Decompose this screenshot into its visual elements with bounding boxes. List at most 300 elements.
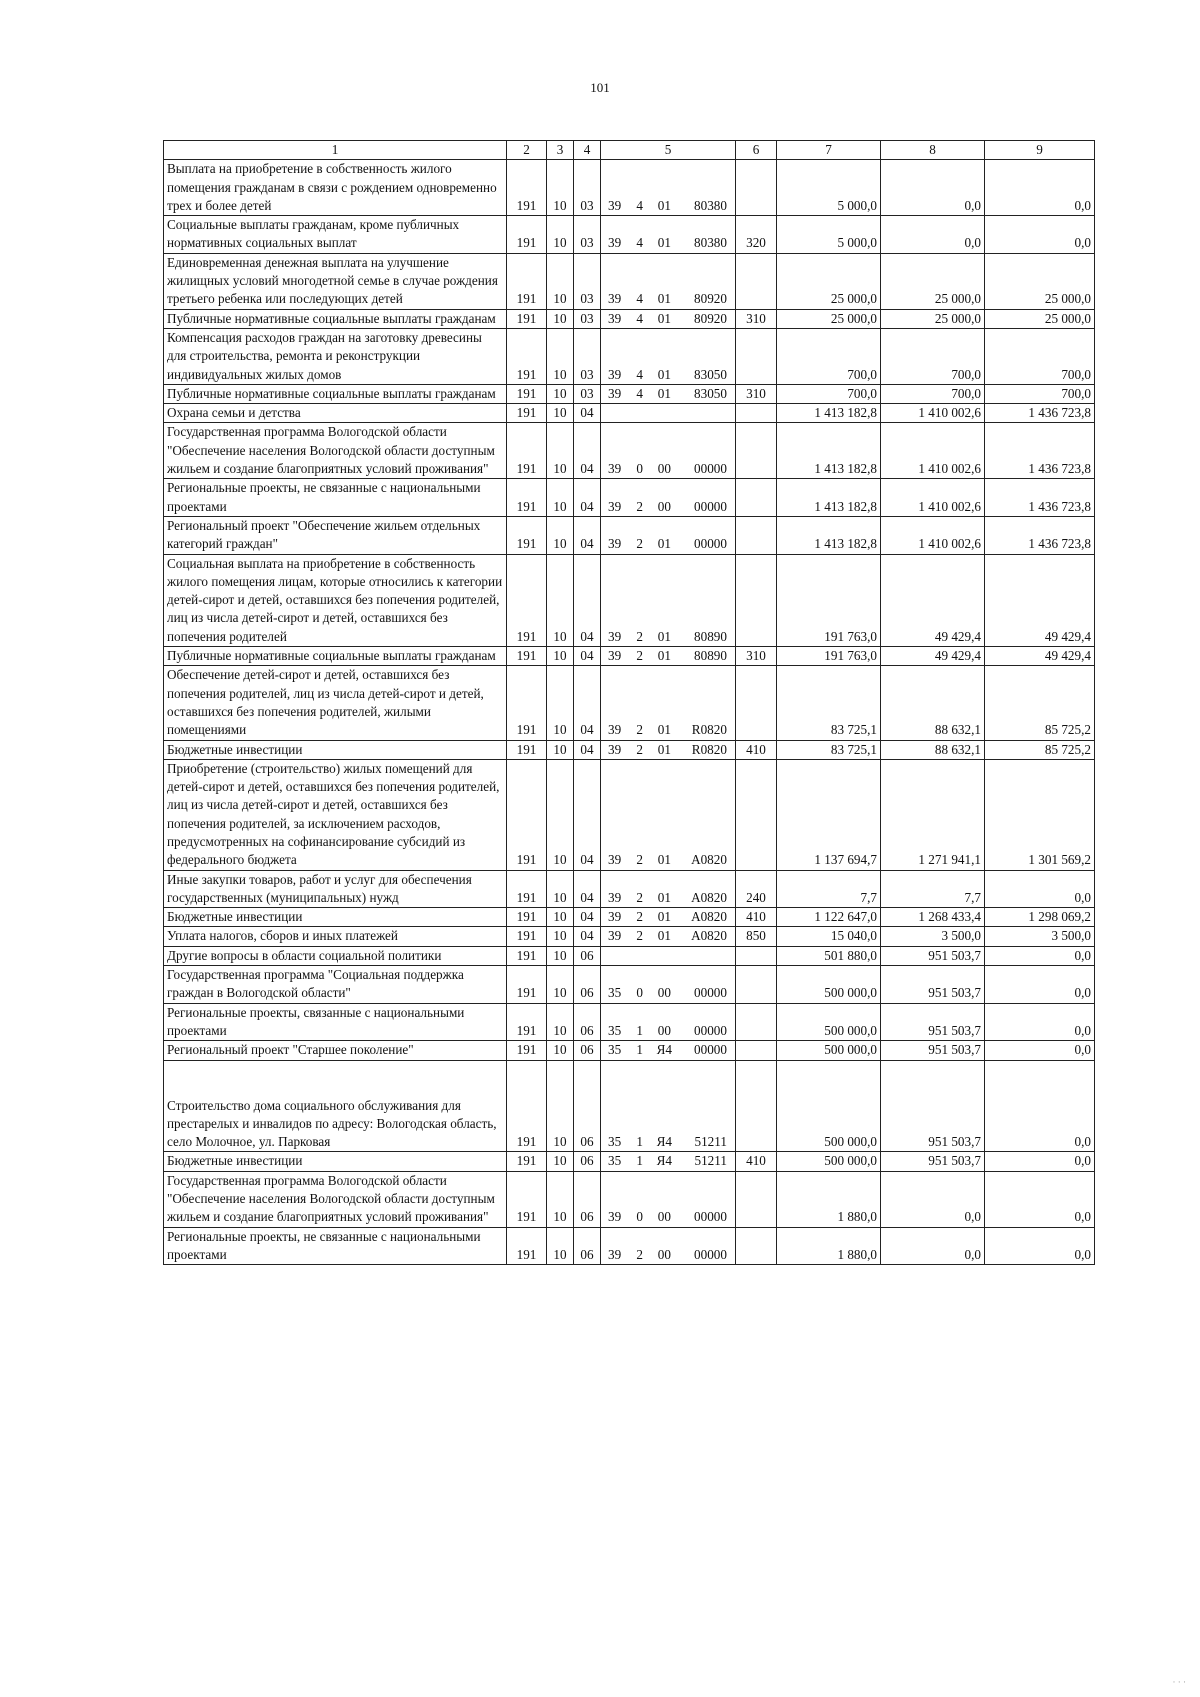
budget-table xyxy=(163,140,1095,1265)
col-expense-type xyxy=(736,946,777,965)
col-subsection-code: 04 xyxy=(574,740,601,759)
table-row xyxy=(164,647,1095,666)
table-row xyxy=(164,328,1095,384)
col-subsection-code: 03 xyxy=(574,160,601,216)
target-article-part: 39 xyxy=(608,310,622,326)
row-name: Охрана семьи и детства xyxy=(164,404,507,423)
col-target-article xyxy=(601,479,736,517)
target-article-part: 39 xyxy=(608,889,622,905)
col-ministry-code: 191 xyxy=(507,1227,547,1265)
col-amount-year-1: 501 880,0 xyxy=(777,946,881,965)
col-amount-year-3: 0,0 xyxy=(985,1171,1095,1227)
target-article-part: 01 xyxy=(657,741,671,757)
col-target-article xyxy=(601,946,736,965)
row-name: Компенсация расходов граждан на заготовку древесины для строительства, ремонта и реконструкции индивидуальных жилых домов xyxy=(164,328,507,384)
target-article-part: 2 xyxy=(636,628,643,644)
target-article-part: 00 xyxy=(657,461,671,477)
target-article-part: 01 xyxy=(657,536,671,552)
target-article-part: 39 xyxy=(608,291,622,307)
target-article-part: 01 xyxy=(657,235,671,251)
col-subsection-code: 04 xyxy=(574,666,601,740)
target-article-part: 80890 xyxy=(694,628,727,644)
target-article-part: 39 xyxy=(608,235,622,251)
table-row xyxy=(164,870,1095,908)
col-section-code: 10 xyxy=(547,870,574,908)
col-subsection-code: 06 xyxy=(574,1041,601,1060)
col-expense-type xyxy=(736,1227,777,1265)
col-section-code: 10 xyxy=(547,666,574,740)
table-row xyxy=(164,1171,1095,1227)
col-amount-year-2: 49 429,4 xyxy=(881,554,985,646)
col-amount-year-2: 88 632,1 xyxy=(881,666,985,740)
col-amount-year-3: 700,0 xyxy=(985,384,1095,403)
row-name: Уплата налогов, сборов и иных платежей xyxy=(164,927,507,946)
table-row xyxy=(164,384,1095,403)
row-name: Региональный проект "Обеспечение жильем отдельных категорий граждан" xyxy=(164,516,507,554)
col-expense-type xyxy=(736,759,777,870)
col-amount-year-2: 700,0 xyxy=(881,328,985,384)
target-article-part: 1 xyxy=(636,1022,643,1038)
col-amount-year-2: 951 503,7 xyxy=(881,1041,985,1060)
col-ministry-code: 191 xyxy=(507,1171,547,1227)
col-amount-year-1: 191 763,0 xyxy=(777,647,881,666)
col-amount-year-3: 0,0 xyxy=(985,966,1095,1004)
target-article-part: 2 xyxy=(636,909,643,925)
target-article-part: R0820 xyxy=(691,741,727,757)
col-target-article xyxy=(601,328,736,384)
row-name: Выплата на приобретение в собственность жилого помещения гражданам в связи с рождением одновременно трех и более детей xyxy=(164,160,507,216)
col-target-article xyxy=(601,404,736,423)
row-name: Обеспечение детей-сирот и детей, оставшихся без попечения родителей, лиц из числа детей-сирот и детей, оставшихся без попечения родителей, жилыми помещениями xyxy=(164,666,507,740)
col-amount-year-1: 500 000,0 xyxy=(777,1003,881,1041)
col-subsection-code: 06 xyxy=(574,1060,601,1152)
table-row xyxy=(164,1060,1095,1152)
target-article-part: 00000 xyxy=(694,536,727,552)
col-amount-year-3: 0,0 xyxy=(985,216,1095,254)
table-row xyxy=(164,966,1095,1004)
col-amount-year-2: 1 410 002,6 xyxy=(881,404,985,423)
target-article-part: 01 xyxy=(657,310,671,326)
table-row xyxy=(164,253,1095,309)
col-amount-year-2: 7,7 xyxy=(881,870,985,908)
page-number: 101 xyxy=(590,80,610,95)
target-article-part: 39 xyxy=(608,741,622,757)
row-name: Публичные нормативные социальные выплаты гражданам xyxy=(164,647,507,666)
col-target-article xyxy=(601,1171,736,1227)
col-target-article xyxy=(601,759,736,870)
row-name: Единовременная денежная выплата на улучшение жилищных условий многодетной семье в случае рождения третьего ребенка или последующих детей xyxy=(164,253,507,309)
target-article-part: 39 xyxy=(608,536,622,552)
target-article-part: 01 xyxy=(657,366,671,382)
col-subsection-code: 04 xyxy=(574,647,601,666)
col-amount-year-2: 951 503,7 xyxy=(881,1060,985,1152)
table-row xyxy=(164,759,1095,870)
col-subsection-code: 03 xyxy=(574,253,601,309)
target-article-part: 4 xyxy=(636,385,643,401)
col-section-code: 10 xyxy=(547,1152,574,1171)
col-subsection-code: 04 xyxy=(574,516,601,554)
target-article-part: 39 xyxy=(608,909,622,925)
col-amount-year-1: 700,0 xyxy=(777,384,881,403)
target-article-part: 83050 xyxy=(694,385,727,401)
col-amount-year-3: 85 725,2 xyxy=(985,666,1095,740)
target-article-part: 4 xyxy=(636,310,643,326)
table-row xyxy=(164,554,1095,646)
col-expense-type xyxy=(736,479,777,517)
col-target-article xyxy=(601,1003,736,1041)
col-subsection-code: 06 xyxy=(574,1003,601,1041)
target-article-part: A0820 xyxy=(691,852,727,868)
target-article-part: 01 xyxy=(657,197,671,213)
col-ministry-code: 191 xyxy=(507,1041,547,1060)
target-article-part: 01 xyxy=(657,628,671,644)
row-name: Государственная программа "Социальная поддержка граждан в Вологодской области" xyxy=(164,966,507,1004)
col-ministry-code: 191 xyxy=(507,740,547,759)
target-article-part: 35 xyxy=(608,1022,622,1038)
col-amount-year-1: 500 000,0 xyxy=(777,966,881,1004)
col-section-code: 10 xyxy=(547,946,574,965)
table-row xyxy=(164,1041,1095,1060)
col-section-code: 10 xyxy=(547,404,574,423)
col-amount-year-3: 25 000,0 xyxy=(985,309,1095,328)
col-expense-type xyxy=(736,1060,777,1152)
row-name: Региональные проекты, не связанные с национальными проектами xyxy=(164,479,507,517)
table-row xyxy=(164,423,1095,479)
target-article-part: 00 xyxy=(657,1209,671,1225)
col-amount-year-1: 83 725,1 xyxy=(777,666,881,740)
col-target-article xyxy=(601,870,736,908)
col-amount-year-1: 500 000,0 xyxy=(777,1060,881,1152)
col-amount-year-2: 49 429,4 xyxy=(881,647,985,666)
table-body xyxy=(164,160,1095,1265)
col-ministry-code: 191 xyxy=(507,253,547,309)
col-subsection-code: 04 xyxy=(574,479,601,517)
col-amount-year-3: 1 436 723,8 xyxy=(985,404,1095,423)
target-article-part: 4 xyxy=(636,366,643,382)
col-subsection-code: 04 xyxy=(574,423,601,479)
col-expense-type: 850 xyxy=(736,927,777,946)
col-ministry-code: 191 xyxy=(507,309,547,328)
col-target-article xyxy=(601,927,736,946)
row-name: Бюджетные инвестиции xyxy=(164,1152,507,1171)
col-target-article xyxy=(601,384,736,403)
col-amount-year-1: 1 413 182,8 xyxy=(777,516,881,554)
target-article-part: 01 xyxy=(657,722,671,738)
target-article-part: 35 xyxy=(608,1042,622,1058)
col-amount-year-1: 5 000,0 xyxy=(777,216,881,254)
target-article-part: 00000 xyxy=(694,985,727,1001)
col-section-code: 10 xyxy=(547,423,574,479)
table-row xyxy=(164,216,1095,254)
row-name: Бюджетные инвестиции xyxy=(164,740,507,759)
col-subsection-code: 03 xyxy=(574,384,601,403)
col-subsection-code: 06 xyxy=(574,1152,601,1171)
table-row xyxy=(164,309,1095,328)
table-row xyxy=(164,516,1095,554)
col-amount-year-1: 1 413 182,8 xyxy=(777,404,881,423)
col-ministry-code: 191 xyxy=(507,160,547,216)
target-article-part: 00 xyxy=(657,985,671,1001)
col-subsection-code: 04 xyxy=(574,404,601,423)
col-section-code: 10 xyxy=(547,966,574,1004)
col-amount-year-2: 1 410 002,6 xyxy=(881,516,985,554)
col-amount-year-1: 191 763,0 xyxy=(777,554,881,646)
row-name: Социальная выплата на приобретение в собственность жилого помещения лицам, которые относились к категории детей-сирот и детей, оставшихся без попечения родителей, лиц из числа детей-сирот и детей, оставшихся без попечения родителей xyxy=(164,554,507,646)
target-article-part: 00000 xyxy=(694,1246,727,1262)
target-article-part: 39 xyxy=(608,1209,622,1225)
col-target-article xyxy=(601,1041,736,1060)
header-cell: 7 xyxy=(777,141,881,160)
col-amount-year-2: 951 503,7 xyxy=(881,946,985,965)
target-article-part: 2 xyxy=(636,722,643,738)
target-article-part: 51211 xyxy=(694,1153,727,1169)
col-section-code: 10 xyxy=(547,740,574,759)
target-article-part: Я4 xyxy=(656,1134,672,1150)
col-expense-type xyxy=(736,328,777,384)
col-section-code: 10 xyxy=(547,908,574,927)
col-target-article xyxy=(601,1227,736,1265)
col-target-article xyxy=(601,647,736,666)
col-amount-year-3: 0,0 xyxy=(985,1152,1095,1171)
col-ministry-code: 191 xyxy=(507,384,547,403)
col-amount-year-1: 1 122 647,0 xyxy=(777,908,881,927)
col-amount-year-3: 85 725,2 xyxy=(985,740,1095,759)
col-amount-year-2: 951 503,7 xyxy=(881,1003,985,1041)
col-ministry-code: 191 xyxy=(507,666,547,740)
col-subsection-code: 04 xyxy=(574,908,601,927)
target-article-part: 01 xyxy=(657,648,671,664)
col-amount-year-3: 0,0 xyxy=(985,1041,1095,1060)
header-cell: 8 xyxy=(881,141,985,160)
header-cell: 6 xyxy=(736,141,777,160)
table-row xyxy=(164,1003,1095,1041)
col-expense-type xyxy=(736,423,777,479)
col-section-code: 10 xyxy=(547,160,574,216)
col-ministry-code: 191 xyxy=(507,404,547,423)
table-row xyxy=(164,927,1095,946)
col-subsection-code: 04 xyxy=(574,927,601,946)
col-target-article xyxy=(601,216,736,254)
table-row xyxy=(164,740,1095,759)
target-article-part: 0 xyxy=(636,1209,643,1225)
col-expense-type: 410 xyxy=(736,1152,777,1171)
col-amount-year-2: 1 271 941,1 xyxy=(881,759,985,870)
target-article-part: 80920 xyxy=(694,310,727,326)
col-amount-year-2: 0,0 xyxy=(881,160,985,216)
target-article-part: 35 xyxy=(608,1153,622,1169)
target-article-part: 80380 xyxy=(694,235,727,251)
col-target-article xyxy=(601,516,736,554)
col-amount-year-3: 0,0 xyxy=(985,1060,1095,1152)
col-subsection-code: 04 xyxy=(574,759,601,870)
col-expense-type xyxy=(736,160,777,216)
col-target-article xyxy=(601,554,736,646)
col-ministry-code: 191 xyxy=(507,647,547,666)
target-article-part: 2 xyxy=(636,889,643,905)
target-article-part: 2 xyxy=(636,648,643,664)
row-name: Другие вопросы в области социальной политики xyxy=(164,946,507,965)
target-article-part: 39 xyxy=(608,852,622,868)
col-amount-year-1: 5 000,0 xyxy=(777,160,881,216)
col-expense-type xyxy=(736,966,777,1004)
col-amount-year-1: 15 040,0 xyxy=(777,927,881,946)
target-article-part: 01 xyxy=(657,291,671,307)
target-article-part: 80890 xyxy=(694,648,727,664)
col-amount-year-2: 25 000,0 xyxy=(881,309,985,328)
header-cell: 5 xyxy=(601,141,736,160)
col-ministry-code: 191 xyxy=(507,870,547,908)
col-ministry-code: 191 xyxy=(507,423,547,479)
col-expense-type: 410 xyxy=(736,908,777,927)
col-amount-year-1: 1 413 182,8 xyxy=(777,479,881,517)
table-row xyxy=(164,908,1095,927)
col-amount-year-3: 1 436 723,8 xyxy=(985,479,1095,517)
col-target-article xyxy=(601,1152,736,1171)
col-amount-year-2: 25 000,0 xyxy=(881,253,985,309)
target-article-part: 00 xyxy=(657,1246,671,1262)
target-article-part: 0 xyxy=(636,985,643,1001)
col-ministry-code: 191 xyxy=(507,1003,547,1041)
target-article-part: 00 xyxy=(657,498,671,514)
target-article-part: 00000 xyxy=(694,1209,727,1225)
col-amount-year-3: 1 298 069,2 xyxy=(985,908,1095,927)
col-target-article xyxy=(601,160,736,216)
col-target-article xyxy=(601,966,736,1004)
row-name: Публичные нормативные социальные выплаты гражданам xyxy=(164,384,507,403)
col-expense-type xyxy=(736,554,777,646)
header-cell: 4 xyxy=(574,141,601,160)
target-article-part: A0820 xyxy=(691,909,727,925)
col-target-article xyxy=(601,1060,736,1152)
col-section-code: 10 xyxy=(547,759,574,870)
table-row xyxy=(164,946,1095,965)
col-expense-type xyxy=(736,1171,777,1227)
target-article-part: 01 xyxy=(657,889,671,905)
target-article-part: R0820 xyxy=(691,722,727,738)
target-article-part: 2 xyxy=(636,928,643,944)
col-section-code: 10 xyxy=(547,1003,574,1041)
col-section-code: 10 xyxy=(547,328,574,384)
col-ministry-code: 191 xyxy=(507,966,547,1004)
col-subsection-code: 03 xyxy=(574,328,601,384)
target-article-part: 4 xyxy=(636,291,643,307)
col-amount-year-1: 700,0 xyxy=(777,328,881,384)
target-article-part: 2 xyxy=(636,536,643,552)
table-row xyxy=(164,1152,1095,1171)
col-expense-type xyxy=(736,1003,777,1041)
target-article-part: 1 xyxy=(636,1042,643,1058)
row-name: Публичные нормативные социальные выплаты гражданам xyxy=(164,309,507,328)
target-article-part: 2 xyxy=(636,741,643,757)
col-amount-year-1: 7,7 xyxy=(777,870,881,908)
col-amount-year-1: 500 000,0 xyxy=(777,1152,881,1171)
target-article-part: 80920 xyxy=(694,291,727,307)
col-amount-year-3: 25 000,0 xyxy=(985,253,1095,309)
row-name: Государственная программа Вологодской области "Обеспечение населения Вологодской области доступным жильем и создание благоприятных условий проживания" xyxy=(164,1171,507,1227)
col-amount-year-2: 0,0 xyxy=(881,216,985,254)
target-article-part: 00 xyxy=(657,1022,671,1038)
row-name: Социальные выплаты гражданам, кроме публичных нормативных социальных выплат xyxy=(164,216,507,254)
col-expense-type: 310 xyxy=(736,384,777,403)
col-target-article xyxy=(601,740,736,759)
scan-mark-icon: · · · xyxy=(1172,1677,1186,1687)
target-article-part: 35 xyxy=(608,1134,622,1150)
col-section-code: 10 xyxy=(547,479,574,517)
target-article-part: 00000 xyxy=(694,1042,727,1058)
target-article-part: 00000 xyxy=(694,498,727,514)
col-ministry-code: 191 xyxy=(507,554,547,646)
col-amount-year-2: 0,0 xyxy=(881,1227,985,1265)
col-amount-year-2: 951 503,7 xyxy=(881,1152,985,1171)
col-expense-type xyxy=(736,404,777,423)
table-row xyxy=(164,479,1095,517)
header-cell: 1 xyxy=(164,141,507,160)
col-target-article xyxy=(601,423,736,479)
col-ministry-code: 191 xyxy=(507,216,547,254)
row-name: Иные закупки товаров, работ и услуг для обеспечения государственных (муниципальных) нужд xyxy=(164,870,507,908)
table-row xyxy=(164,160,1095,216)
col-subsection-code: 03 xyxy=(574,216,601,254)
col-amount-year-3: 49 429,4 xyxy=(985,554,1095,646)
col-amount-year-3: 3 500,0 xyxy=(985,927,1095,946)
col-subsection-code: 04 xyxy=(574,554,601,646)
target-article-part: 39 xyxy=(608,498,622,514)
col-amount-year-3: 0,0 xyxy=(985,946,1095,965)
col-ministry-code: 191 xyxy=(507,1060,547,1152)
col-expense-type xyxy=(736,516,777,554)
col-section-code: 10 xyxy=(547,1171,574,1227)
col-section-code: 10 xyxy=(547,1060,574,1152)
col-amount-year-3: 0,0 xyxy=(985,1003,1095,1041)
col-expense-type: 320 xyxy=(736,216,777,254)
col-ministry-code: 191 xyxy=(507,927,547,946)
col-ministry-code: 191 xyxy=(507,759,547,870)
col-amount-year-3: 1 436 723,8 xyxy=(985,423,1095,479)
col-expense-type: 240 xyxy=(736,870,777,908)
row-name: Приобретение (строительство) жилых помещений для детей-сирот и детей, оставшихся без попечения родителей, лиц из числа детей-сирот и детей, оставшихся без попечения родителей, за исключением расходов, предусмотренных на софинансирование субсидий из федерального бюджета xyxy=(164,759,507,870)
target-article-part: 1 xyxy=(636,1153,643,1169)
col-ministry-code: 191 xyxy=(507,479,547,517)
table-row xyxy=(164,1227,1095,1265)
col-amount-year-2: 1 410 002,6 xyxy=(881,479,985,517)
col-expense-type: 310 xyxy=(736,647,777,666)
target-article-part: 39 xyxy=(608,461,622,477)
col-amount-year-1: 83 725,1 xyxy=(777,740,881,759)
col-subsection-code: 06 xyxy=(574,1227,601,1265)
col-amount-year-3: 0,0 xyxy=(985,1227,1095,1265)
target-article-part: A0820 xyxy=(691,889,727,905)
col-subsection-code: 06 xyxy=(574,966,601,1004)
col-section-code: 10 xyxy=(547,516,574,554)
target-article-part: 01 xyxy=(657,852,671,868)
target-article-part: 35 xyxy=(608,985,622,1001)
col-target-article xyxy=(601,253,736,309)
col-amount-year-3: 1 436 723,8 xyxy=(985,516,1095,554)
col-amount-year-3: 700,0 xyxy=(985,328,1095,384)
target-article-part: 39 xyxy=(608,385,622,401)
col-section-code: 10 xyxy=(547,554,574,646)
target-article-part: 80380 xyxy=(694,197,727,213)
target-article-part: 39 xyxy=(608,366,622,382)
col-expense-type xyxy=(736,1041,777,1060)
table-row xyxy=(164,666,1095,740)
target-article-part: 4 xyxy=(636,235,643,251)
col-section-code: 10 xyxy=(547,1227,574,1265)
col-amount-year-1: 25 000,0 xyxy=(777,309,881,328)
col-amount-year-2: 1 268 433,4 xyxy=(881,908,985,927)
col-amount-year-2: 951 503,7 xyxy=(881,966,985,1004)
col-section-code: 10 xyxy=(547,309,574,328)
